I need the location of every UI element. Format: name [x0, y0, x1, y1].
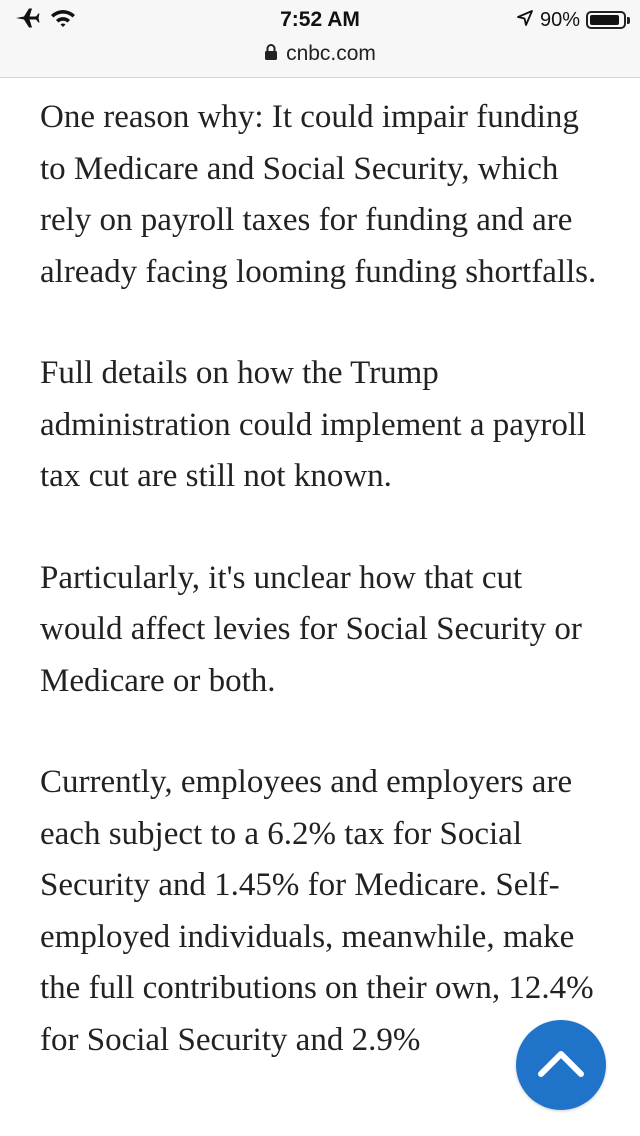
battery-nub: [627, 17, 630, 24]
battery-percent: 90%: [539, 9, 580, 31]
chevron-up-icon: [537, 1048, 585, 1083]
status-right: [516, 6, 626, 34]
browser-top-bar: [0, 0, 640, 78]
lock-icon: [264, 43, 278, 66]
address-bar[interactable]: [0, 40, 640, 68]
article-paragraph: Full details on how the Trump administration could implement a payroll tax cut are still not known.: [40, 355, 587, 494]
battery-fill: [590, 15, 619, 25]
article-paragraph: Currently, employees and employers are each subject to a 6.2% tax for Social Security and 1.45% for Medicare. Self-employed individuals, meanwhile, make the full contributions on their own, 12.4% for Social Security and 2.9%: [40, 764, 594, 1058]
article-paragraph: One reason why: It could impair funding to Medicare and Social Security, which rely on payroll taxes for funding and are already facing looming funding shortfalls.: [40, 99, 597, 290]
battery-icon: [586, 11, 626, 29]
article-paragraph: Particularly, it's unclear how that cut would affect levies for Social Security or Medicare or both.: [40, 559, 582, 699]
url-text: cnbc.com: [286, 42, 376, 65]
article-body: [40, 92, 610, 1116]
status-time: 7:52 AM: [280, 8, 360, 31]
location-arrow-icon: [516, 9, 534, 32]
scroll-to-top-button[interactable]: [516, 1020, 606, 1110]
